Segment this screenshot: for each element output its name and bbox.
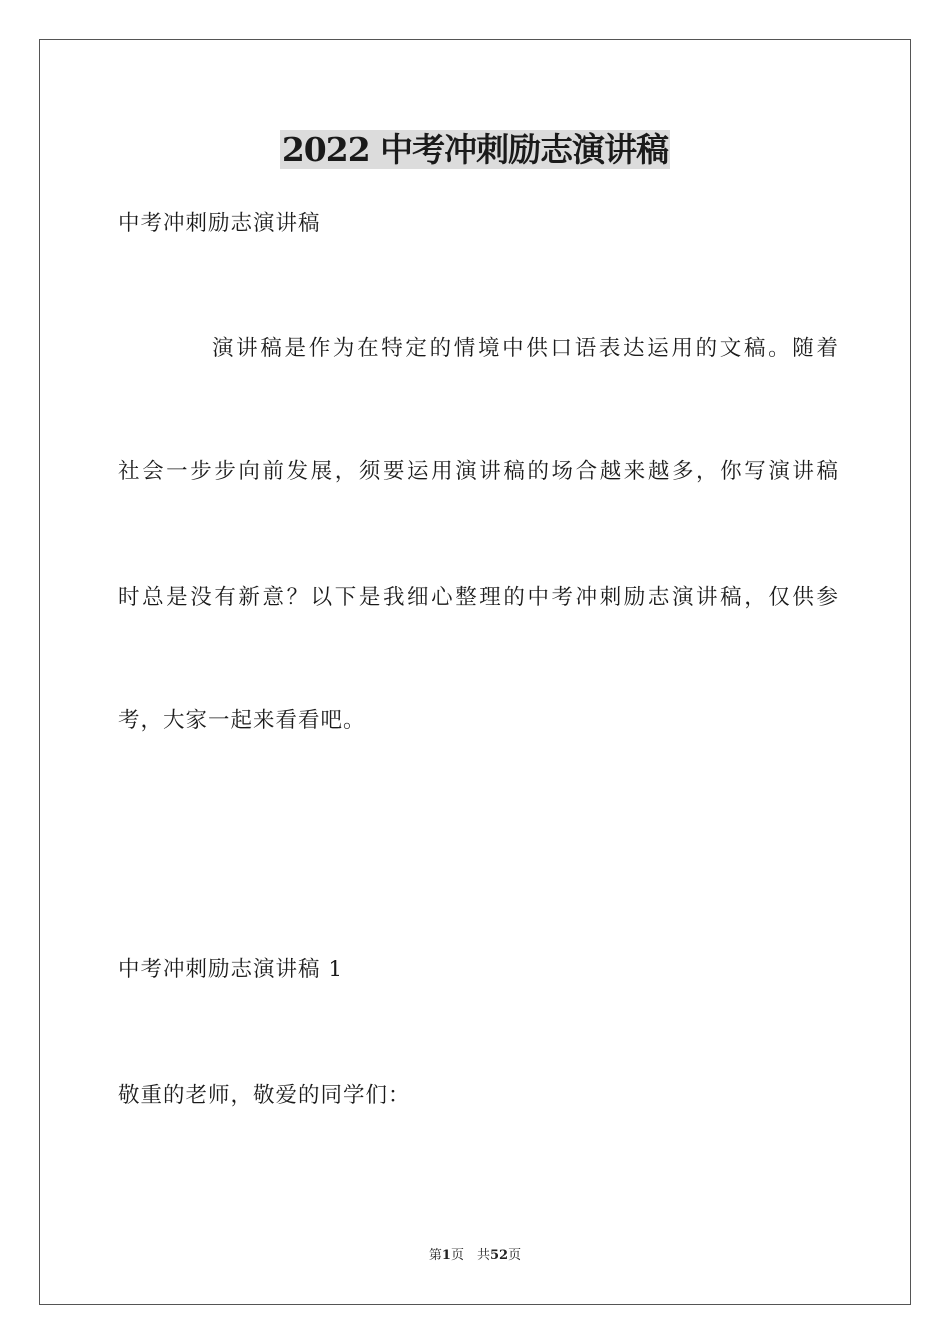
footer-total-pages: 52 <box>489 1248 509 1263</box>
intro-line-1: 演讲稿是作为在特定的情境中供口语表达运用的文稿。随着 <box>212 336 838 361</box>
document-title <box>0 128 950 172</box>
page-footer <box>0 1246 950 1266</box>
intro-line-2: 社会一步步向前发展，须要运用演讲稿的场合越来越多，你写演讲稿 <box>118 459 838 484</box>
document-title-text: 2022 中考冲刺励志演讲稿 <box>281 130 669 169</box>
footer-prefix: 第 <box>428 1248 442 1263</box>
footer-total-suffix: 页 <box>508 1248 522 1263</box>
section-heading: 中考冲刺励志演讲稿 1 <box>118 957 344 982</box>
document-subtitle: 中考冲刺励志演讲稿 <box>118 211 321 236</box>
intro-line-4: 考，大家一起来看看吧。 <box>118 708 366 733</box>
footer-page-number: 1 <box>441 1248 451 1263</box>
footer-page-suffix: 页 共 <box>450 1248 490 1263</box>
greeting: 敬重的老师，敬爱的同学们： <box>118 1083 411 1108</box>
intro-line-3: 时总是没有新意？以下是我细心整理的中考冲刺励志演讲稿，仅供参 <box>118 585 838 610</box>
